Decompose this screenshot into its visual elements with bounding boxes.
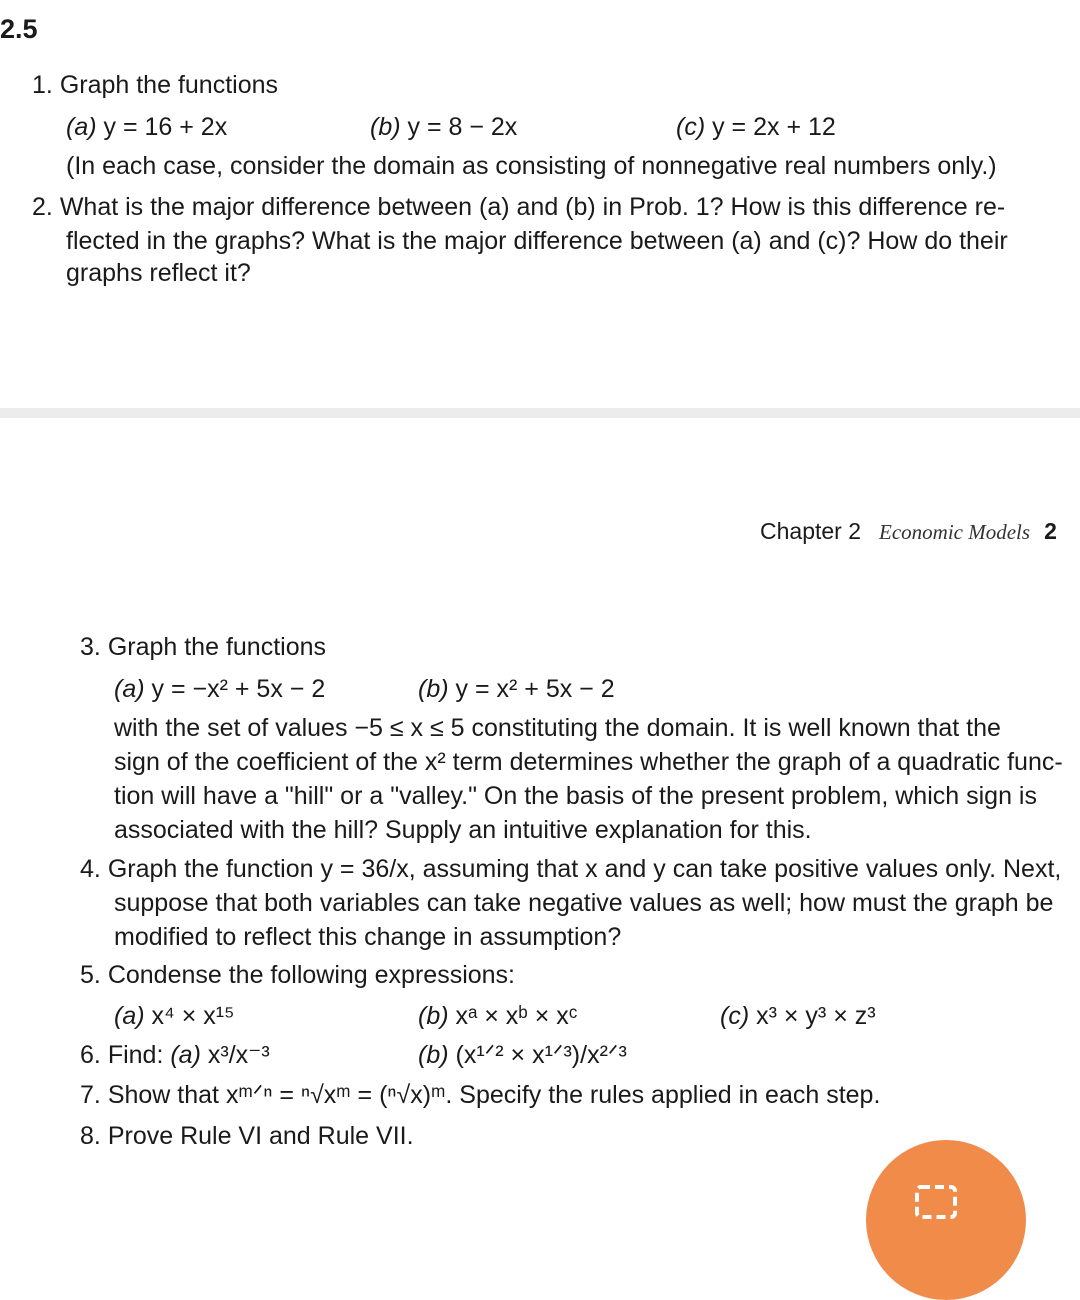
problem-3-part-a: (a) y = −x² + 5x − 2 bbox=[114, 675, 326, 703]
problem-1-stem bbox=[32, 70, 278, 100]
page-header bbox=[760, 518, 1057, 545]
problem-number: 3. bbox=[80, 633, 101, 661]
problem-3-line-4: associated with the hill? Supply an intuitive explanation for this. bbox=[114, 816, 812, 844]
chapter-title: Economic Models bbox=[879, 520, 1031, 544]
problem-number: 2. bbox=[32, 193, 53, 221]
problem-2-line-3: graphs reflect it? bbox=[66, 259, 251, 287]
problem-1-part-c: (c) y = 2x + 12 bbox=[676, 113, 836, 141]
problem-3-part-b: (b) y = x² + 5x − 2 bbox=[418, 675, 615, 703]
problem-1-note: (In each case, consider the domain as consisting of nonnegative real numbers only.) bbox=[66, 152, 997, 180]
problem-4-line-1: 4. Graph the function y = 36/x, assuming that x and y can take positive values only. Next, bbox=[80, 855, 1062, 883]
problem-3-line-2: sign of the coefficient of the x² term determines whether the graph of a quadratic func- bbox=[114, 748, 1063, 776]
page-number: 2 bbox=[1044, 518, 1057, 544]
problem-number: 1. bbox=[32, 71, 53, 99]
problem-4-line-2: suppose that both variables can take negative values as well; how must the graph be bbox=[114, 889, 1054, 917]
problem-text: Graph the functions bbox=[59, 71, 279, 99]
page-divider bbox=[0, 408, 1080, 418]
problem-5-part-b: (b) xᵃ × xᵇ × xᶜ bbox=[418, 1002, 578, 1030]
problem-number: 4. bbox=[80, 855, 101, 883]
problem-5-stem: 5. Condense the following expressions: bbox=[80, 961, 516, 989]
section-number: 2.5 bbox=[0, 14, 38, 44]
problem-5-part-a: (a) x⁴ × x¹⁵ bbox=[114, 1002, 235, 1030]
problem-5-part-c: (c) x³ × y³ × z³ bbox=[720, 1002, 876, 1030]
problem-8: 8. Prove Rule VI and Rule VII. bbox=[80, 1122, 414, 1150]
crop-frame-icon bbox=[914, 1184, 958, 1220]
problem-1-part-b: (b) y = 8 − 2x bbox=[370, 113, 518, 141]
problem-number: 5. bbox=[80, 961, 101, 989]
problem-4-line-3: modified to reflect this change in assumption? bbox=[114, 923, 622, 951]
problem-7: 7. Show that xᵐᐟⁿ = ⁿ√xᵐ = (ⁿ√x)ᵐ. Specify the rules applied in each step. bbox=[80, 1081, 881, 1109]
chapter-label: Chapter 2 bbox=[760, 518, 862, 544]
problem-3-line-1: with the set of values −5 ≤ x ≤ 5 constituting the domain. It is well known that the bbox=[114, 714, 1001, 742]
problem-1-part-a: (a) y = 16 + 2x bbox=[66, 113, 228, 141]
problem-number: 7. bbox=[80, 1081, 101, 1109]
problem-6-part-b: (b) (x¹ᐟ² × x¹ᐟ³)/x²ᐟ³ bbox=[418, 1041, 627, 1069]
problem-2-line-2: flected in the graphs? What is the major difference between (a) and (c)? How do their bbox=[66, 227, 1008, 255]
problem-6-part-a: 6. Find: (a) x³/x⁻³ bbox=[80, 1041, 270, 1069]
scan-button[interactable] bbox=[866, 1140, 1026, 1300]
problem-number: 6. bbox=[80, 1041, 101, 1069]
problem-3-line-3: tion will have a "hill" or a "valley." On the basis of the present problem, which sign is bbox=[114, 782, 1037, 810]
problem-2-line-1: 2. What is the major difference between (a) and (b) in Prob. 1? How is this difference re- bbox=[32, 193, 1006, 221]
problem-3-stem: 3. Graph the functions bbox=[80, 633, 327, 661]
problem-number: 8. bbox=[80, 1122, 101, 1150]
